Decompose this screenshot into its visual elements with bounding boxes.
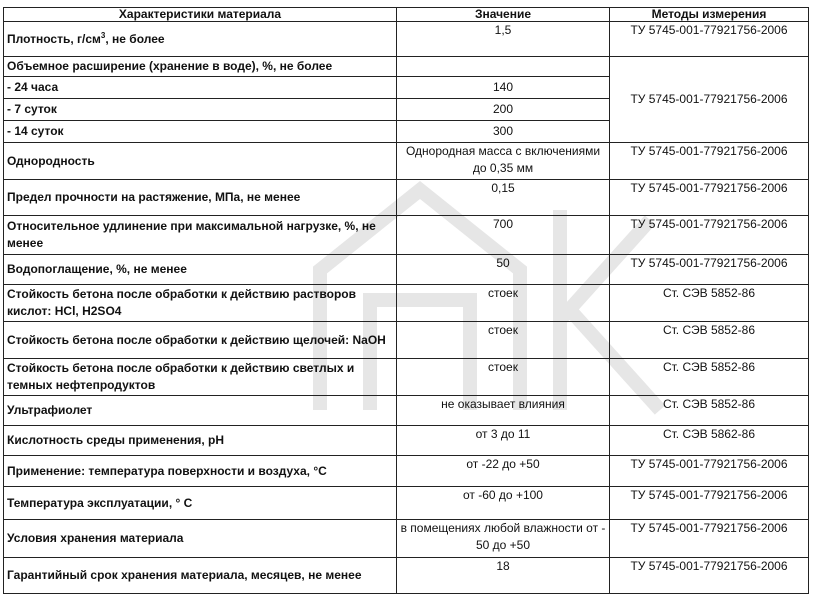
- row-label-alkali: Стойкость бетона после обработки к действию щелочей: NaOH: [4, 322, 397, 359]
- table-row: [4, 456, 809, 487]
- row-method-tensile: ТУ 5745-001-77921756-2006: [610, 180, 809, 216]
- table-row: [4, 255, 809, 285]
- row-method-oil: Ст. СЭВ 5852-86: [610, 359, 809, 396]
- row-label-uv: Ультрафиолет: [4, 396, 397, 426]
- table-row: [4, 396, 809, 426]
- table-header-row: [4, 8, 809, 22]
- row-label-tensile: Предел прочности на растяжение, МПа, не менее: [4, 180, 397, 216]
- row-value-operating: от -60 до +100: [397, 487, 610, 520]
- row-value-elongation: 700: [397, 216, 610, 255]
- row-label-density: Плотность, $г/см^3$, не более: [4, 22, 397, 57]
- header-property: Характеристики материала: [4, 8, 397, 22]
- row-method-expansion: ТУ 5745-001-77921756-2006: [610, 57, 809, 143]
- row-label-exp-24h: - 24 часа: [4, 77, 397, 99]
- row-value-tensile: 0,15: [397, 180, 610, 216]
- row-value-alkali: стоек: [397, 322, 610, 359]
- row-label-water: Водопоглащение, %, не менее: [4, 255, 397, 285]
- table-row: [4, 359, 809, 396]
- row-label-elongation: Относительное удлинение при максимальной нагрузке, %, не менее: [4, 216, 397, 255]
- row-method-application: ТУ 5745-001-77921756-2006: [610, 456, 809, 487]
- row-value-expansion: [397, 57, 610, 77]
- row-label-operating: Температура эксплуатации, ° С: [4, 487, 397, 520]
- table-row: [4, 426, 809, 456]
- row-value-oil: стоек: [397, 359, 610, 396]
- row-label-acid: Стойкость бетона после обработки к действию растворов кислот: HCl, H2SO4: [4, 285, 397, 322]
- row-value-application: от -22 до +50: [397, 456, 610, 487]
- row-value-homogeneity: Однородная масса с включениями до 0,35 мм: [397, 143, 610, 180]
- table-row: [4, 285, 809, 322]
- row-method-alkali: Ст. СЭВ 5852-86: [610, 322, 809, 359]
- row-method-homogeneity: ТУ 5745-001-77921756-2006: [610, 143, 809, 180]
- row-value-water: 50: [397, 255, 610, 285]
- row-value-ph: от 3 до 11: [397, 426, 610, 456]
- row-method-ph: Ст. СЭВ 5862-86: [610, 426, 809, 456]
- table-row: [4, 180, 809, 216]
- row-value-uv: не оказывает влияния: [397, 396, 610, 426]
- header-value: Значение: [397, 8, 610, 22]
- row-label-warranty: Гарантийный срок хранения материала, месяцев, не менее: [4, 558, 397, 594]
- row-value-exp-24h: 140: [397, 77, 610, 99]
- row-label-exp-7d: - 7 суток: [4, 99, 397, 121]
- row-method-water: ТУ 5745-001-77921756-2006: [610, 255, 809, 285]
- row-method-elongation: ТУ 5745-001-77921756-2006: [610, 216, 809, 255]
- row-value-exp-7d: 200: [397, 99, 610, 121]
- table-row: [4, 520, 809, 558]
- header-method: Методы измерения: [610, 8, 809, 22]
- row-method-acid: Ст. СЭВ 5852-86: [610, 285, 809, 322]
- table-row: [4, 216, 809, 255]
- row-label-storage: Условия хранения материала: [4, 520, 397, 558]
- row-method-operating: ТУ 5745-001-77921756-2006: [610, 487, 809, 520]
- row-label-homogeneity: Однородность: [4, 143, 397, 180]
- row-label-application: Применение: температура поверхности и воздуха, °С: [4, 456, 397, 487]
- row-value-storage: в помещениях любой влажности от - 50 до +50: [397, 520, 610, 558]
- table-row: [4, 143, 809, 180]
- row-method-storage: ТУ 5745-001-77921756-2006: [610, 520, 809, 558]
- material-specs-table: [3, 7, 809, 594]
- table-row: [4, 487, 809, 520]
- row-label-ph: Кислотность среды применения, pH: [4, 426, 397, 456]
- row-value-acid: стоек: [397, 285, 610, 322]
- row-method-uv: Ст. СЭВ 5852-86: [610, 396, 809, 426]
- row-method-density: ТУ 5745-001-77921756-2006: [610, 22, 809, 57]
- table-row: [4, 558, 809, 594]
- row-label-oil: Стойкость бетона после обработки к действию светлых и темных нефтепродуктов: [4, 359, 397, 396]
- row-method-warranty: ТУ 5745-001-77921756-2006: [610, 558, 809, 594]
- row-label-exp-14d: - 14 суток: [4, 121, 397, 143]
- row-label-expansion: Объемное расширение (хранение в воде), %, не более: [4, 57, 397, 77]
- table-row: [4, 57, 809, 77]
- row-value-exp-14d: 300: [397, 121, 610, 143]
- row-value-warranty: 18: [397, 558, 610, 594]
- table-row: [4, 322, 809, 359]
- table-row: [4, 22, 809, 57]
- row-value-density: 1,5: [397, 22, 610, 57]
